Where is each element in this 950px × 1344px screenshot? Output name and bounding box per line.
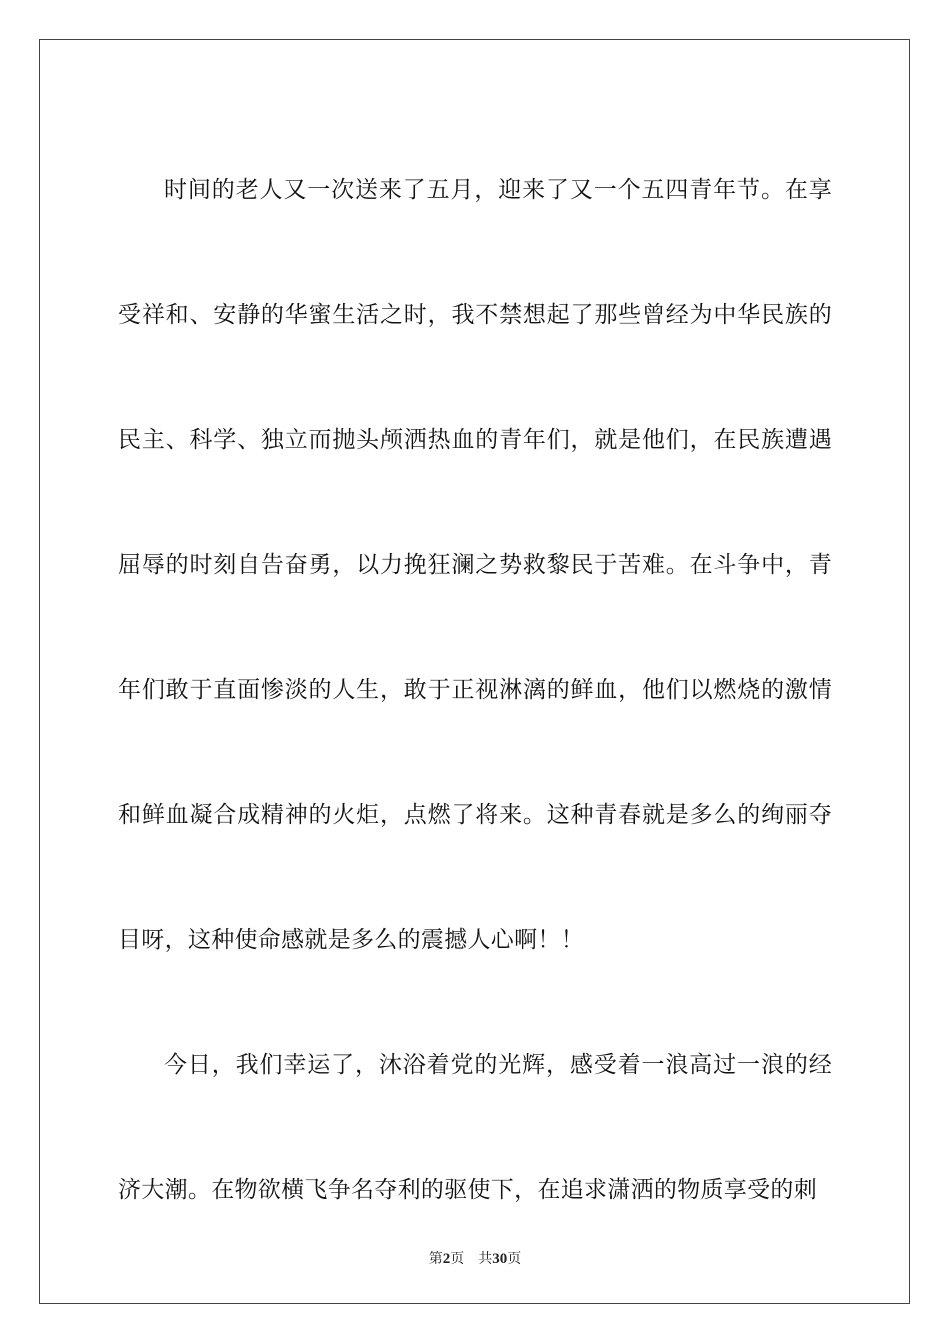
page-number: 2 [442, 1251, 451, 1267]
document-body [118, 128, 832, 1253]
paragraph-1: 时间的老人又一次送来了五月，迎来了又一个五四青年节。在享受祥和、安静的华蜜生活之时，我不禁想起了那些曾经为中华民族的民主、科学、独立而抛头颅洒热血的青年们，就是他们，在民族遭遇屈辱的时刻自告奋勇，以力挽狂澜之势救黎民于苦难。在斗争中，青年们敢于直面惨淡的人生，敢于正视淋漓的鲜血，他们以燃烧的激情和鲜血凝合成精神的火炬，点燃了将来。这种青春就是多么的绚丽夺目呀，这种使命感就是多么的震撼人心啊！！ [118, 177, 832, 953]
total-pages: 30 [492, 1251, 508, 1267]
paragraph-2: 今日，我们幸运了，沐浴着党的光辉，感受着一浪高过一浪的经济大潮。在物欲横飞争名夺利的驱使下，在追求潇洒的物质享受的刺 [118, 1052, 832, 1203]
total-prefix: 共 [478, 1251, 493, 1267]
total-suffix: 页 [507, 1251, 522, 1267]
page-footer [0, 1248, 950, 1268]
page-prefix: 第 [428, 1251, 443, 1267]
page-suffix: 页 [450, 1251, 465, 1267]
